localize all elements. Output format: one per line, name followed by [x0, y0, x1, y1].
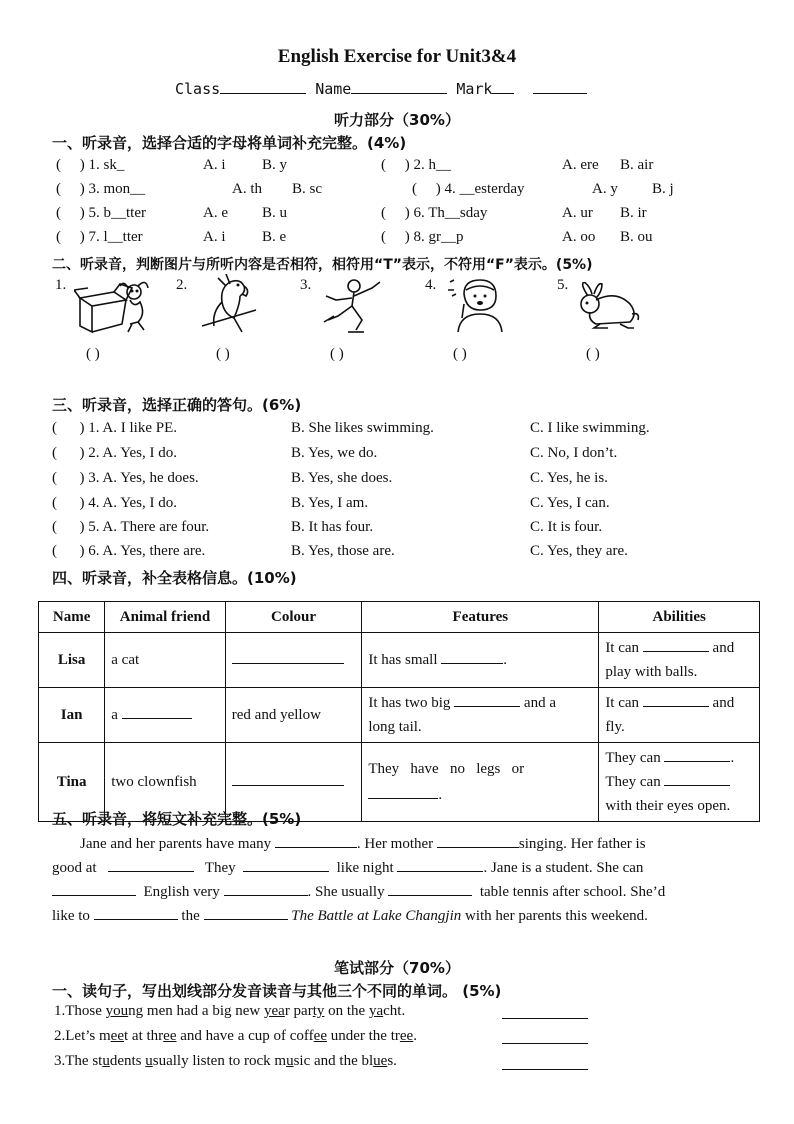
p3-item-1-c: C. I like swimming. [530, 420, 650, 436]
writing-sentence-1: 1.Those young men had a big new year party on the yacht. [54, 1003, 406, 1019]
header-abilities: Abilities [599, 602, 760, 633]
colour-blank[interactable] [232, 663, 344, 664]
skater-picture [318, 276, 384, 334]
p3-item-2: ( ) 2. A. Yes, I do. [52, 445, 178, 461]
mark-blank-a[interactable] [492, 80, 514, 94]
row-abilities-cell: They can . They can with their eyes open. [599, 743, 760, 822]
part5-instruction: 五、听录音，将短文补充完整。(5%) [52, 810, 302, 828]
writing-heading: 笔试部分（70%） [334, 959, 460, 977]
p1-item-6-b: B. ir [620, 205, 647, 221]
name-blank[interactable] [351, 80, 447, 94]
header-features: Features [362, 602, 599, 633]
abilities-blank[interactable] [664, 761, 730, 762]
table-row [39, 633, 760, 688]
table-header-row [39, 602, 760, 633]
cloze-blank-3[interactable] [108, 871, 194, 872]
pic-answer-2[interactable]: ( ) [216, 346, 230, 362]
p1-item-7: ( ) 7. l__tter [56, 229, 143, 245]
row-colour: red and yellow [225, 688, 362, 743]
p1-item-7-a: A. i [203, 229, 226, 245]
p1-item-4-a: A. y [592, 181, 618, 197]
cloze-paragraph-line3: English very . She usually table tennis after school. She’d [52, 880, 736, 904]
listening-heading: 听力部分（30%） [334, 111, 460, 129]
p3-item-5: ( ) 5. A. There are four. [52, 519, 210, 535]
header-colour: Colour [225, 602, 362, 633]
p3-item-2-b: B. Yes, we do. [291, 445, 378, 461]
p1-item-3-a: A. th [232, 181, 262, 197]
answer-blank-2[interactable] [502, 1043, 588, 1044]
row-name: Tina [39, 743, 105, 822]
cloze-paragraph-line4: like to the The Battle at Lake Changjin with her parents this weekend. [52, 908, 648, 924]
pic-answer-4[interactable]: ( ) [453, 346, 467, 362]
p3-item-3-b: B. Yes, she does. [291, 470, 393, 486]
parrot-picture [200, 274, 260, 334]
features-blank[interactable] [368, 798, 438, 799]
cloze-blank-2[interactable] [437, 847, 519, 848]
row-features-cell: They have no legs or . [362, 743, 599, 822]
cloze-blank-10[interactable] [204, 919, 288, 920]
table-row [39, 688, 760, 743]
p1-item-8-a: A. oo [562, 229, 596, 245]
colour-blank[interactable] [232, 785, 344, 786]
part2-instruction: 二、听录音，判断图片与所听内容是否相符，相符用“T”表示，不符用“F”表示。(5%) [52, 257, 593, 273]
cloze-paragraph: Jane and her parents have many . Her mother singing. Her father is [80, 836, 646, 852]
p1-item-2: ( ) 2. h__ [381, 157, 451, 173]
p1-item-5: ( ) 5. b__tter [56, 205, 146, 221]
p3-item-5-c: C. It is four. [530, 519, 603, 535]
pic-number-1: 1. [55, 277, 67, 293]
answer-blank-1[interactable] [502, 1018, 588, 1019]
cloze-blank-8[interactable] [388, 895, 472, 896]
p3-item-2-c: C. No, I don’t. [530, 445, 618, 461]
writing-sentence-2: 2.Let’s meet at three and have a cup of coffee under the tree. [54, 1028, 417, 1044]
p3-item-6-c: C. Yes, they are. [530, 543, 628, 559]
cloze-blank-4[interactable] [243, 871, 329, 872]
p3-item-5-b: B. It has four. [291, 519, 374, 535]
pic-answer-1[interactable]: ( ) [86, 346, 100, 362]
p3-item-3: ( ) 3. A. Yes, he does. [52, 470, 199, 486]
pic-number-5: 5. [557, 277, 569, 293]
p1-item-5-a: A. e [203, 205, 228, 221]
pic-number-4: 4. [425, 277, 437, 293]
writing-part1-instruction: 一、读句子，写出划线部分发音读音与其他三个不同的单词。 (5%) [52, 982, 502, 1000]
p3-item-1: ( ) 1. A. I like PE. [52, 420, 177, 436]
row-animal: two clownfish [105, 743, 226, 822]
p1-item-1: ( ) 1. sk_ [56, 157, 125, 173]
part4-instruction: 四、听录音，补全表格信息。(10%) [52, 569, 297, 587]
p1-item-6: ( ) 6. Th__sday [381, 205, 488, 221]
p3-item-4-c: C. Yes, I can. [530, 495, 610, 511]
abilities-blank[interactable] [643, 651, 709, 652]
p1-item-2-a: A. ere [562, 157, 599, 173]
cloze-blank-7[interactable] [224, 895, 308, 896]
class-name-mark-line [175, 80, 587, 98]
row-colour-cell [225, 633, 362, 688]
mark-blank-b[interactable] [533, 80, 587, 94]
p1-item-2-b: B. air [620, 157, 654, 173]
p1-item-4-b: B. j [652, 181, 674, 197]
p1-item-7-b: B. e [262, 229, 287, 245]
animal-info-table [38, 601, 760, 822]
mark-label: Mark [456, 80, 493, 98]
row-animal: a cat [105, 633, 226, 688]
p1-item-3-b: B. sc [292, 181, 322, 197]
animal-blank[interactable] [122, 718, 192, 719]
p3-item-4-b: B. Yes, I am. [291, 495, 369, 511]
p3-item-4: ( ) 4. A. Yes, I do. [52, 495, 178, 511]
cloze-blank-5[interactable] [397, 871, 483, 872]
features-blank[interactable] [441, 663, 503, 664]
cloze-blank-9[interactable] [94, 919, 178, 920]
pic-number-3: 3. [300, 277, 312, 293]
p1-item-8-b: B. ou [620, 229, 653, 245]
p1-item-1-a: A. i [203, 157, 226, 173]
p3-item-6-b: B. Yes, those are. [291, 543, 395, 559]
p1-item-3: ( ) 3. mon__ [56, 181, 146, 197]
row-features-cell: It has small . [362, 633, 599, 688]
writing-sentence-3: 3.The students usually listen to rock music and the blues. [54, 1053, 397, 1069]
answer-blank-3[interactable] [502, 1069, 588, 1070]
class-blank[interactable] [220, 80, 306, 94]
class-label: Class [175, 80, 221, 98]
p1-item-8: ( ) 8. gr__p [381, 229, 464, 245]
p3-item-3-c: C. Yes, he is. [530, 470, 608, 486]
header-animal: Animal friend [105, 602, 226, 633]
p1-item-6-a: A. ur [562, 205, 593, 221]
features-blank[interactable] [454, 706, 520, 707]
row-abilities-cell: It can and play with balls. [599, 633, 760, 688]
rabbit-picture [576, 282, 642, 330]
row-name: Lisa [39, 633, 105, 688]
p1-item-4: ( ) 4. __esterday [412, 181, 525, 197]
pic-answer-3[interactable]: ( ) [330, 346, 344, 362]
name-label: Name [315, 80, 352, 98]
dog-in-box-picture [74, 278, 154, 334]
part1-instruction: 一、听录音，选择合适的字母将单词补充完整。(4%) [52, 134, 407, 152]
cloze-blank-6[interactable] [52, 895, 136, 896]
p1-item-1-b: B. y [262, 157, 288, 173]
pic-number-2: 2. [176, 277, 188, 293]
header-name: Name [39, 602, 105, 633]
row-features-cell: It has two big and a long tail. [362, 688, 599, 743]
p1-item-5-b: B. u [262, 205, 288, 221]
row-name: Ian [39, 688, 105, 743]
cloze-blank-1[interactable] [275, 847, 357, 848]
part3-instruction: 三、听录音，选择正确的答句。(6%) [52, 396, 302, 414]
p3-item-6: ( ) 6. A. Yes, there are. [52, 543, 206, 559]
abilities-blank-2[interactable] [664, 785, 730, 786]
row-animal-cell: a [105, 688, 226, 743]
p3-item-1-b: B. She likes swimming. [291, 420, 434, 436]
cloze-paragraph-line2: good at They like night . Jane is a student. She can [52, 860, 644, 876]
abilities-blank[interactable] [643, 706, 709, 707]
pic-answer-5[interactable]: ( ) [586, 346, 600, 362]
page-title: English Exercise for Unit3&4 [277, 46, 517, 67]
row-abilities-cell: It can and fly. [599, 688, 760, 743]
singing-girl-picture [446, 276, 508, 334]
